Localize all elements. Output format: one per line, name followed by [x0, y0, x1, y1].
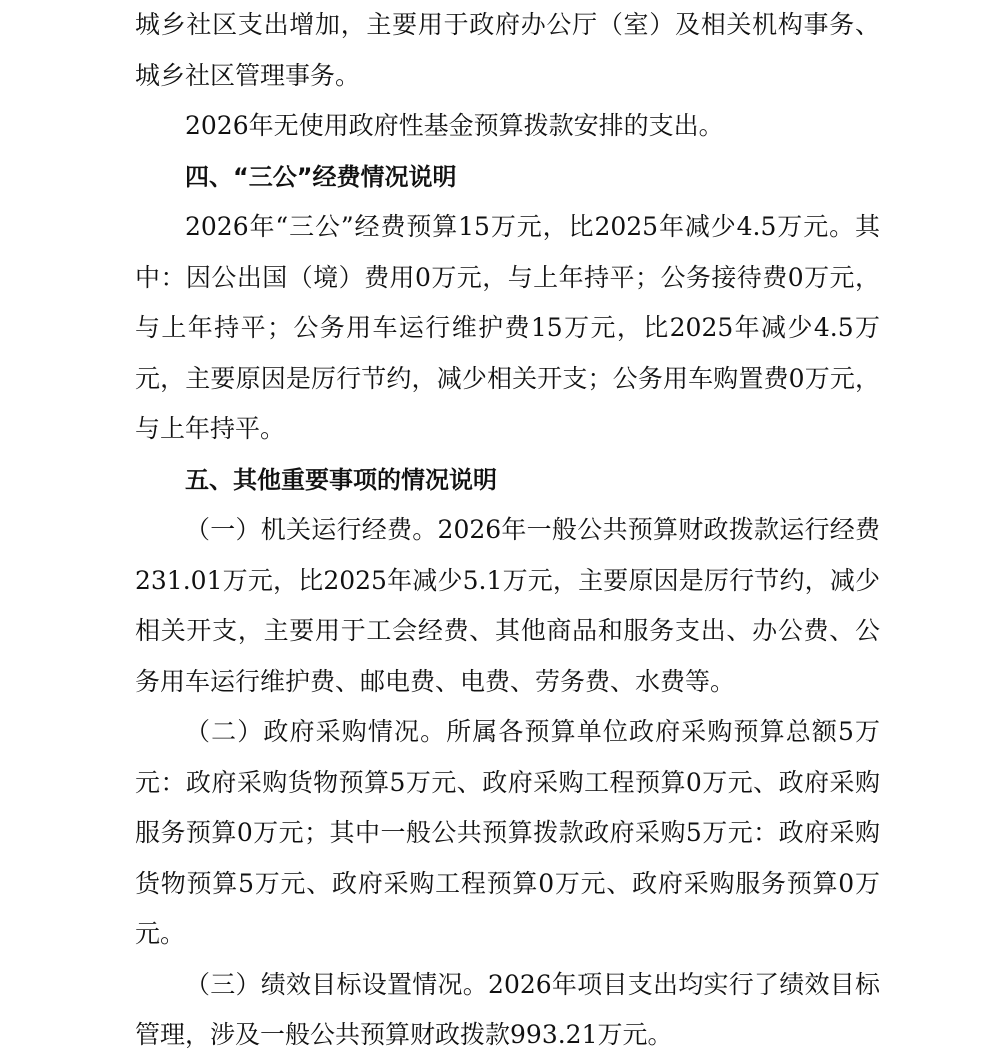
paragraph-three-public-funds: 2026年“三公”经费预算15万元，比2025年减少4.5万元。其中：因公出国（境）费用0万元，与上年持平；公务接待费0万元，与上年持平；公务用车运行维护费15万元，比2025年减少4.5万元，主要原因是厉行节约，减少相关开支；公务用车购置费0万元，与上年持平。	[135, 212, 880, 443]
paragraph-operating-expenses: （一）机关运行经费。2026年一般公共预算财政拨款运行经费231.01万元，比2025年减少5.1万元，主要原因是厉行节约，减少相关开支，主要用于工会经费、其他商品和服务支出、办公费、公务用车运行维护费、邮电费、电费、劳务费、水费等。	[135, 515, 880, 696]
section-heading-three-public: 四、“三公”经费情况说明	[185, 162, 457, 191]
paragraph-fund-budget: 2026年无使用政府性基金预算拨款安排的支出。	[185, 111, 724, 140]
document-body	[135, 0, 880, 1061]
section-heading-other-matters: 五、其他重要事项的情况说明	[185, 465, 497, 494]
paragraph-performance-goals: （三）绩效目标设置情况。2026年项目支出均实行了绩效目标管理，涉及一般公共预算财政拨款993.21万元。	[135, 969, 880, 1049]
paragraph-government-procurement: （二）政府采购情况。所属各预算单位政府采购预算总额5万元：政府采购货物预算5万元、政府采购工程预算0万元、政府采购服务预算0万元；其中一般公共预算拨款政府采购5万元：政府采购货物预算5万元、政府采购工程预算0万元、政府采购服务预算0万元。	[135, 717, 880, 948]
paragraph-community-expenditure: 城乡社区支出增加，主要用于政府办公厅（室）及相关机构事务、城乡社区管理事务。	[135, 10, 880, 90]
